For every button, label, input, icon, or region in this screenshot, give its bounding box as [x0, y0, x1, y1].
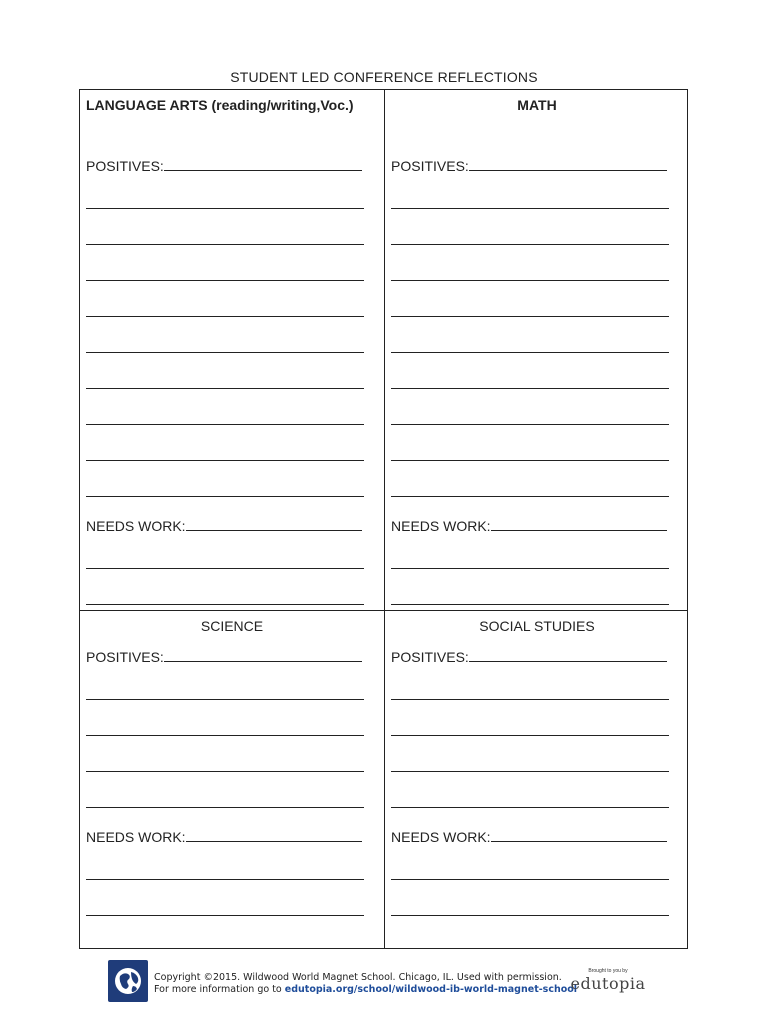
- writing-line[interactable]: [391, 436, 683, 472]
- writing-line[interactable]: [86, 783, 378, 819]
- more-info-line: For more information go to edutopia.org/school/wildwood-ib-world-magnet-school: [154, 984, 578, 995]
- writing-line[interactable]: [391, 891, 683, 927]
- science-heading: SCIENCE: [200, 618, 264, 634]
- language-arts-section: [80, 90, 384, 610]
- positives-label: POSITIVES:: [391, 649, 469, 665]
- writing-line[interactable]: [391, 747, 683, 783]
- writing-line[interactable]: [86, 675, 378, 711]
- writing-line[interactable]: [391, 783, 683, 819]
- positives-label: POSITIVES:: [86, 158, 164, 174]
- footer: [108, 960, 648, 1004]
- writing-line[interactable]: [391, 711, 683, 747]
- social-studies-heading: SOCIAL STUDIES: [479, 618, 595, 634]
- writing-line[interactable]: [391, 364, 683, 400]
- science-needs-work-line[interactable]: [86, 819, 378, 855]
- copyright-text: [154, 972, 577, 996]
- science-positives-line[interactable]: [86, 639, 378, 675]
- social-studies-section: [385, 611, 689, 948]
- writing-line[interactable]: [86, 364, 378, 400]
- needs-work-label: NEEDS WORK:: [86, 829, 186, 845]
- writing-line[interactable]: [391, 544, 683, 580]
- writing-line[interactable]: [391, 184, 683, 220]
- writing-line[interactable]: [86, 891, 378, 927]
- writing-line[interactable]: [86, 472, 378, 508]
- math-section: [385, 90, 689, 610]
- positives-label: POSITIVES:: [86, 649, 164, 665]
- math-heading: MATH: [517, 97, 557, 113]
- language-arts-needs-work-line[interactable]: [86, 508, 378, 544]
- language-arts-heading: LANGUAGE ARTS (reading/writing,Voc.): [86, 97, 354, 113]
- science-section: [80, 611, 384, 948]
- school-logo-icon: [108, 960, 148, 1002]
- needs-work-label: NEEDS WORK:: [391, 518, 491, 534]
- writing-line[interactable]: [86, 711, 378, 747]
- reflection-grid: [79, 89, 688, 949]
- positives-label: POSITIVES:: [391, 158, 469, 174]
- brand-name: edutopia: [570, 974, 646, 993]
- math-needs-work-line[interactable]: [391, 508, 683, 544]
- writing-line[interactable]: [86, 292, 378, 328]
- writing-line[interactable]: [86, 328, 378, 364]
- copyright-line: Copyright ©2015. Wildwood World Magnet School. Chicago, IL. Used with permission.: [154, 972, 562, 983]
- writing-line[interactable]: [391, 855, 683, 891]
- writing-line[interactable]: [391, 675, 683, 711]
- writing-line[interactable]: [86, 184, 378, 220]
- writing-line[interactable]: [391, 328, 683, 364]
- edutopia-logo: [568, 968, 648, 994]
- brought-by-text: Brought to you by: [588, 968, 628, 974]
- writing-line[interactable]: [86, 220, 378, 256]
- writing-line[interactable]: [391, 292, 683, 328]
- language-arts-positives-line[interactable]: [86, 148, 378, 184]
- writing-line[interactable]: [86, 747, 378, 783]
- writing-line[interactable]: [86, 544, 378, 580]
- social-studies-positives-line[interactable]: [391, 639, 683, 675]
- social-studies-needs-work-line[interactable]: [391, 819, 683, 855]
- writing-line[interactable]: [391, 256, 683, 292]
- worksheet-title: STUDENT LED CONFERENCE REFLECTIONS: [230, 69, 538, 85]
- writing-line[interactable]: [86, 256, 378, 292]
- needs-work-label: NEEDS WORK:: [391, 829, 491, 845]
- writing-line[interactable]: [391, 220, 683, 256]
- writing-line[interactable]: [391, 472, 683, 508]
- math-positives-line[interactable]: [391, 148, 683, 184]
- writing-line[interactable]: [86, 400, 378, 436]
- writing-line[interactable]: [391, 400, 683, 436]
- writing-line[interactable]: [86, 436, 378, 472]
- writing-line[interactable]: [86, 855, 378, 891]
- needs-work-label: NEEDS WORK:: [86, 518, 186, 534]
- school-url-link[interactable]: edutopia.org/school/wildwood-ib-world-magnet-school: [284, 984, 578, 995]
